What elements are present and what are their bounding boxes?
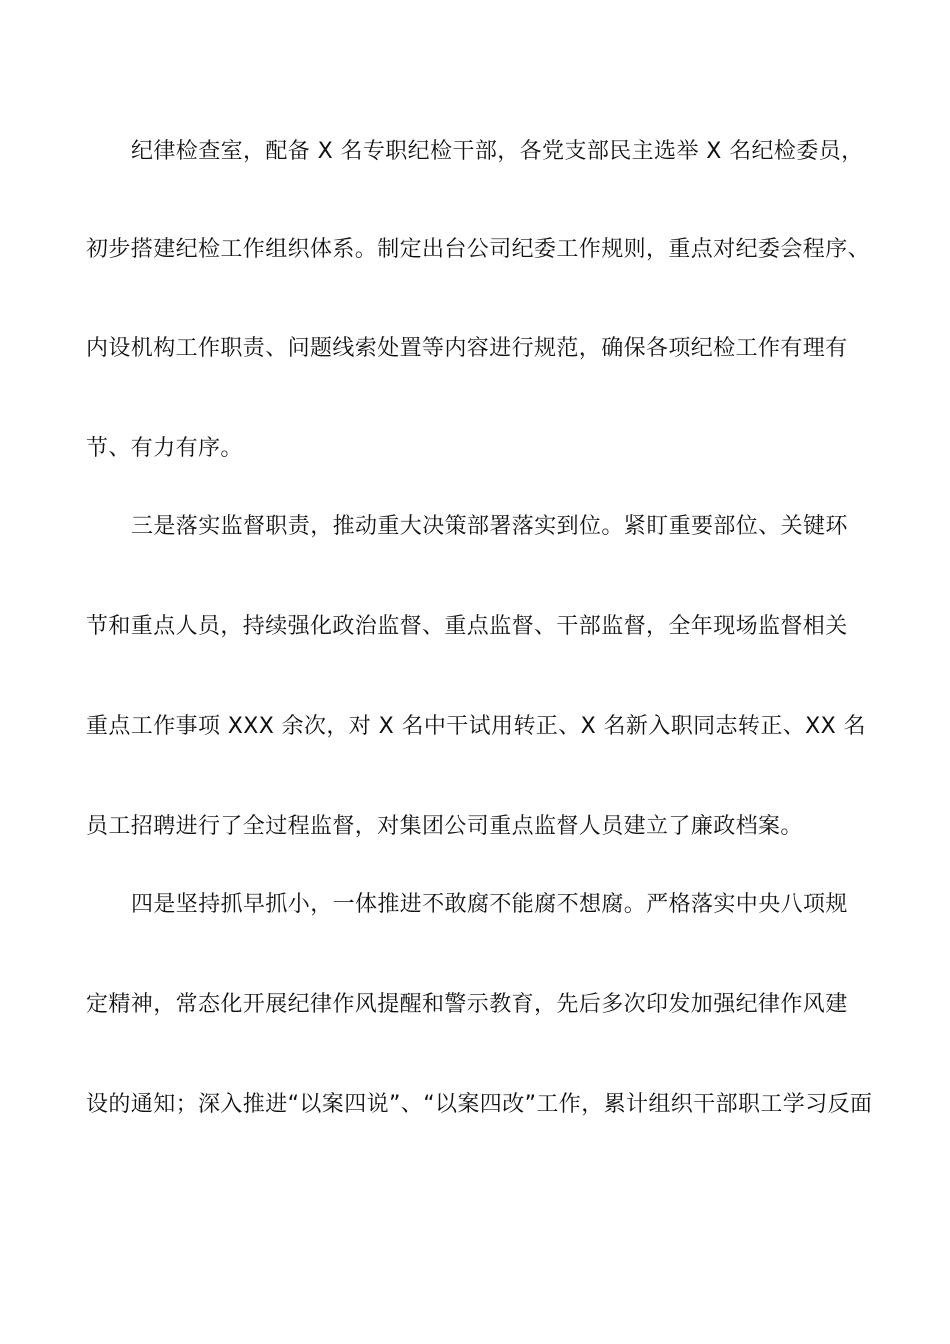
paragraph-line: 纪律检查室，配备 X 名专职纪检干部，各党支部民主选举 X 名纪检委员， xyxy=(131,139,864,164)
paragraph-line: 定精神，常态化开展纪律作风提醒和警示教育，先后多次印发加强纪律作风建 xyxy=(86,992,848,1017)
paragraph-line: 内设机构工作职责、问题线索处置等内容进行规范，确保各项纪检工作有理有 xyxy=(86,336,848,361)
paragraph-line: 设的通知；深入推进“以案四说”、“以案四改”工作，累计组织干部职工学习反面 xyxy=(86,1092,873,1117)
paragraph-line: 节、有力有序。 xyxy=(86,436,243,461)
paragraph-line: 三是落实监督职责，推动重大决策部署落实到位。紧盯重要部位、关键环 xyxy=(131,514,848,539)
paragraph-line: 重点工作事项 XXX 余次，对 X 名中干试用转正、X 名新入职同志转正、XX 名 xyxy=(86,714,866,739)
paragraph-line: 四是坚持抓早抓小，一体推进不敢腐不能腐不想腐。严格落实中央八项规 xyxy=(131,892,848,917)
paragraph-line: 员工招聘进行了全过程监督，对集团公司重点监督人员建立了廉政档案。 xyxy=(86,814,803,839)
paragraph-line: 节和重点人员，持续强化政治监督、重点监督、干部监督，全年现场监督相关 xyxy=(86,614,848,639)
paragraph-line: 初步搭建纪检工作组织体系。制定出台公司纪委工作规则，重点对纪委会程序、 xyxy=(86,237,871,262)
